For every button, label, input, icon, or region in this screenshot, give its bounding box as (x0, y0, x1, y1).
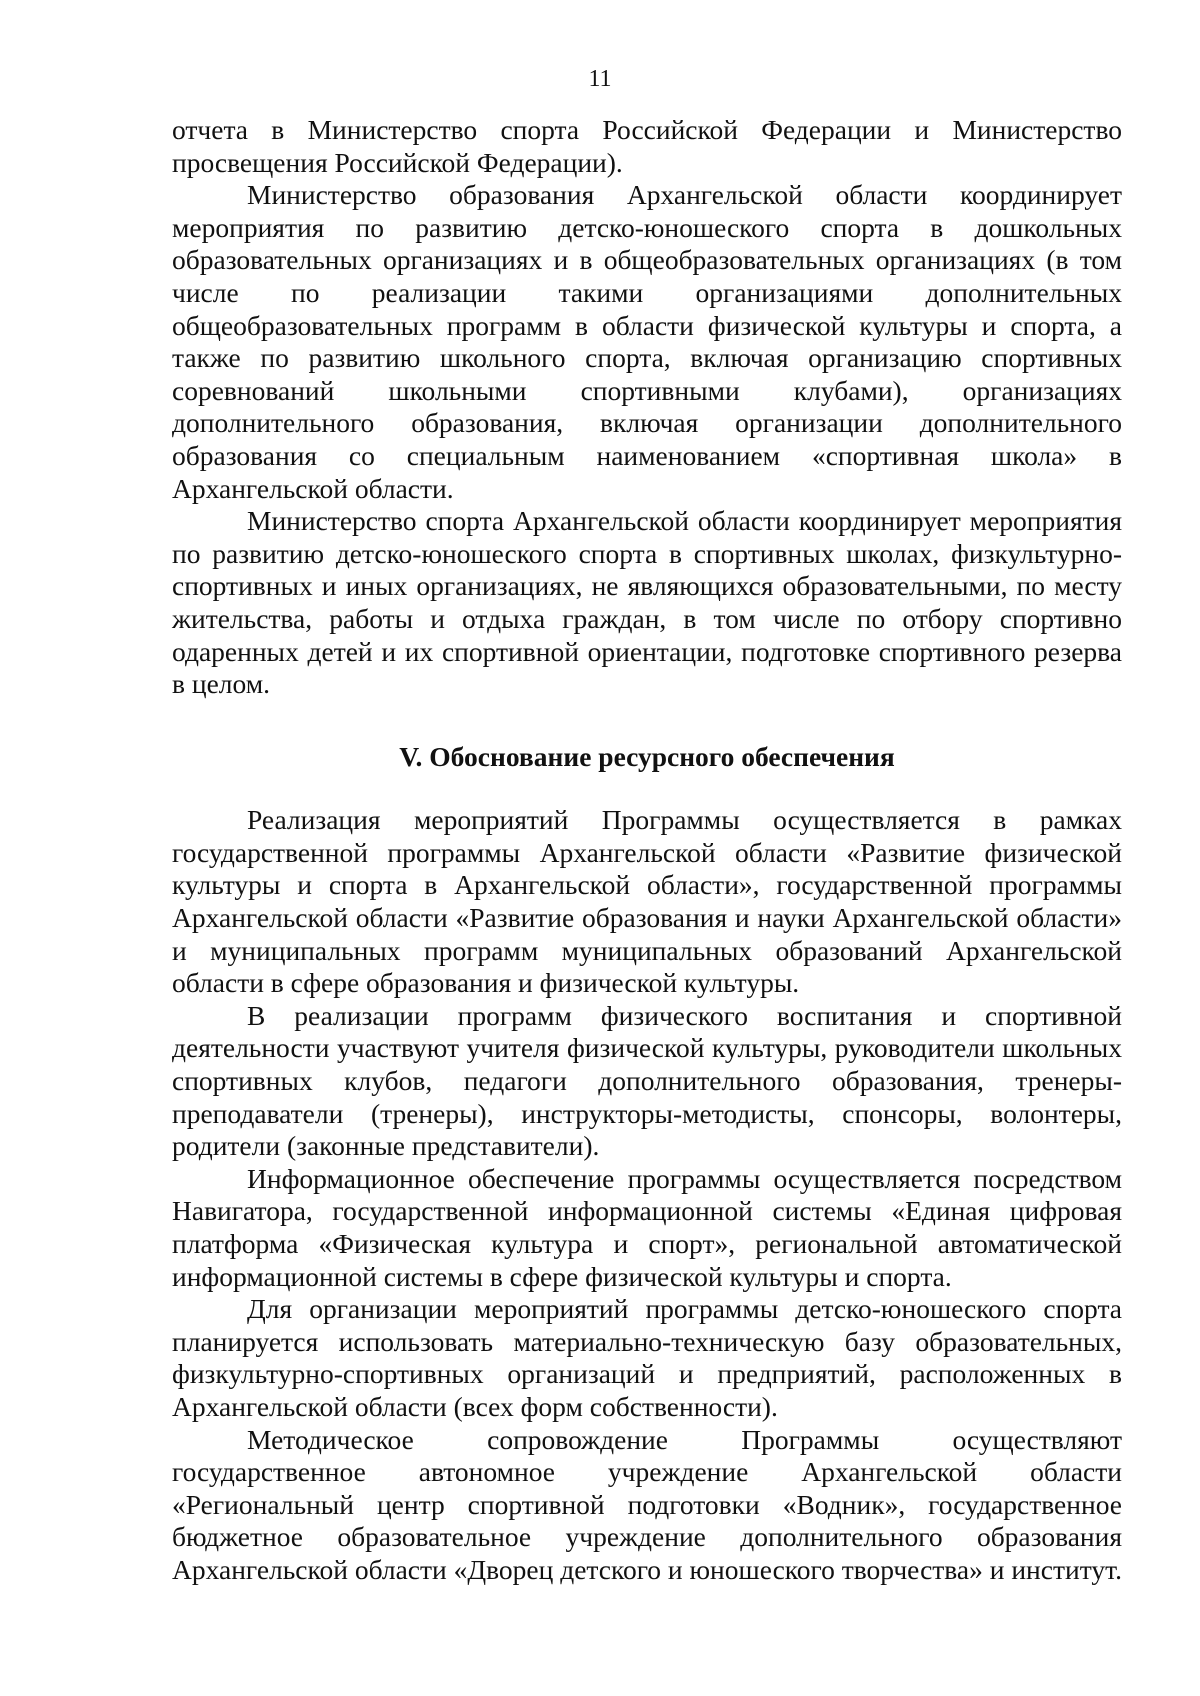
paragraph-program-implementation: Реализация мероприятий Программы осуществляется в рамках государственной программы Архангельской области «Развитие физической культуры и спорта в Архангельской области», государственной программы Архангельской области «Развитие образования и науки Архангельской области» и муниципальных программ муниципальных образований Архангельской области в сфере образования и физической культуры. (172, 804, 1122, 999)
section-heading: V. Обоснование ресурсного обеспечения (399, 740, 895, 772)
paragraph-material-base: Для организации мероприятий программы детско-юношеского спорта планируется использовать материально-техническую базу образовательных, физкультурно-спортивных организаций и предприятий, расположенных в Архангельской области (всех форм собственности). (172, 1293, 1122, 1422)
paragraph-participants: В реализации программ физического воспитания и спортивной деятельности участвуют учителя физической культуры, руководители школьных спортивных клубов, педагоги дополнительного образования, тренеры-преподаватели (тренеры), инструкторы-методисты, спонсоры, волонтеры, родители (законные представители). (172, 999, 1122, 1162)
page-number: 11 (588, 66, 612, 92)
paragraph-sport-ministry: Министерство спорта Архангельской области координирует мероприятия по развитию детско-юношеского спорта в спортивных школах, физкультурно-спортивных и иных организациях, не являющихся образовательными, по месту жительства, работы и отдыха граждан, в том числе по отбору спортивно одаренных детей и их спортивной ориентации, подготовке спортивного резерва в целом. (172, 505, 1122, 700)
paragraph-information-support: Информационное обеспечение программы осуществляется посредством Навигатора, государственной информационной системы «Единая цифровая платформа «Физическая культура и спорт», региональной автоматической информационной системы в сфере физической культуры и спорта. (172, 1162, 1122, 1292)
paragraph-continuation: отчета в Министерство спорта Российской Федерации и Министерство просвещения Российской Федерации). (172, 114, 1122, 178)
paragraph-education-ministry: Министерство образования Архангельской области координирует мероприятия по развитию детско-юношеского спорта в дошкольных образовательных организациях и в общеобразовательных организациях (в том числе по реализации такими организациями дополнительных общеобразовательных программ в области физической культуры и спорта, а также по развитию школьного спорта, включая организацию спортивных соревнований школьными спортивными клубами), организациях дополнительного образования, включая организации дополнительного образования со специальным наименованием «спортивная школа» в Архангельской области. (172, 179, 1122, 504)
paragraph-methodical-support: Методическое сопровождение Программы осуществляют государственное автономное учреждение Архангельской области «Региональный центр спортивной подготовки «Водник», государственное бюджетное образовательное учреждение дополнительного образования Архангельской области «Дворец детского и юношеского творчества» и институт. (172, 1423, 1122, 1585)
document-body (172, 114, 1122, 1587)
